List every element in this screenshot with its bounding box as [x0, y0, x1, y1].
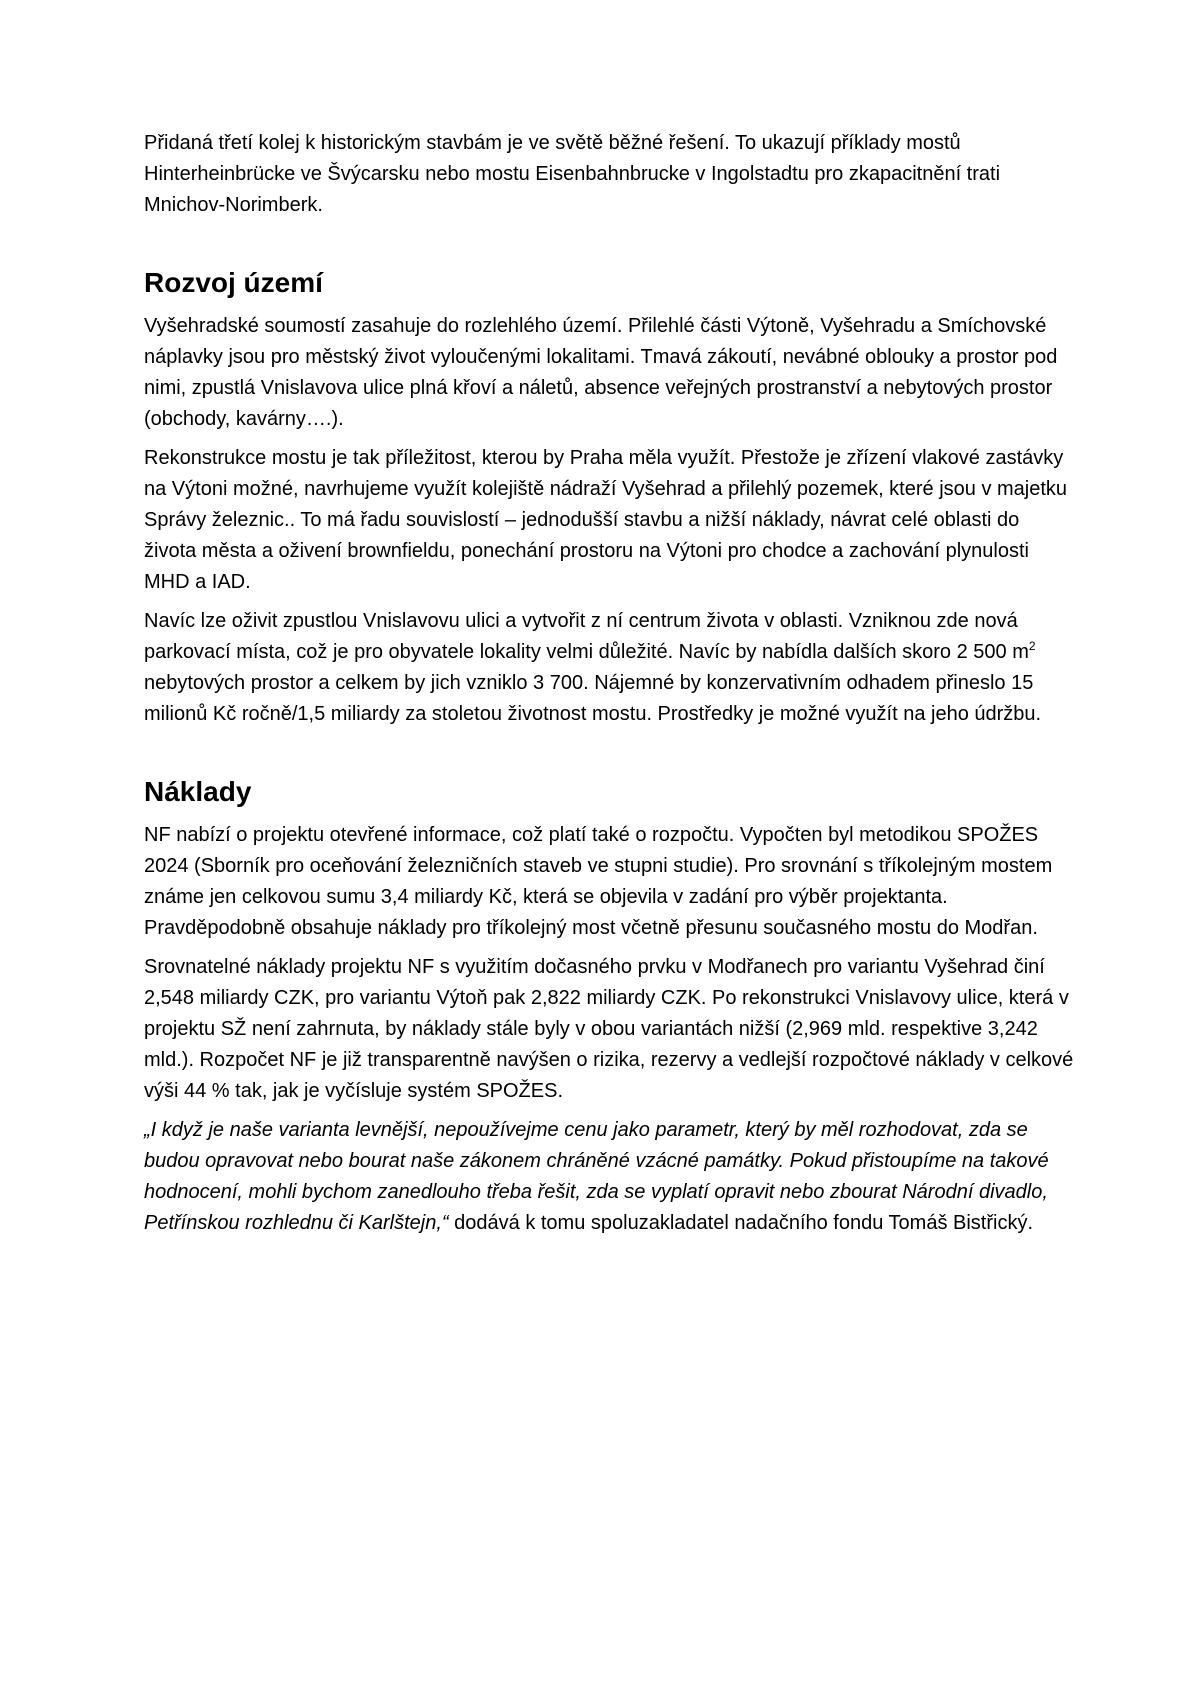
document-page — [144, 128, 1074, 1239]
rozvoj-paragraph-3-part-b: nebytových prostor a celkem by jich vzniklo 3 700. Nájemné by konzervativním odhadem přineslo 15 milionů Kč ročně/1,5 miliardy za stoletou životnost mostu. Prostředky je možné využít na jeho údržbu. — [144, 672, 1042, 725]
rozvoj-paragraph-2: Rekonstrukce mostu je tak příležitost, kterou by Praha měla využít. Přestože je zřízení vlakové zastávky na Výtoni možné, navrhujeme využít kolejiště nádraží Vyšehrad a přilehlý pozemek, které jsou v majetku Správy železnic.. To má řadu souvislostí – jednodušší stavbu a nižší náklady, návrat celé oblasti do života města a oživení brownfieldu, ponechání prostoru na Výtoni pro chodce a zachování plynulosti MHD a IAD. — [144, 447, 1068, 593]
naklady-paragraph-1: NF nabízí o projektu otevřené informace, což platí také o rozpočtu. Vypočten byl metodikou SPOŽES 2024 (Sborník pro oceňování železničních staveb ve stupni studie). Pro srovnání s tříkolejným mostem známe jen celkovou sumu 3,4 miliardy Kč, která se objevila v zadání pro výběr projektanta. Pravděpodobně obsahuje náklady pro tříkolejný most včetně přesunu současného mostu do Modřan. — [144, 824, 1053, 939]
rozvoj-paragraph-3-part-a: Navíc lze oživit zpustlou Vnislavovu ulici a vytvořit z ní centrum života v oblasti. Vzniknou zde nová parkovací místa, což je pro obyvatele lokality velmi důležité. Navíc by nabídla dalších skoro 2 500 m — [144, 610, 1029, 663]
intro-paragraph: Přidaná třetí kolej k historickým stavbám je ve světě běžné řešení. To ukazují příklady mostů Hinterheinbrücke ve Švýcarsku nebo mostu Eisenbahnbrucke v Ingolstadtu pro zkapacitnění trati Mnichov-Norimberk. — [144, 132, 1001, 216]
naklady-paragraph-2: Srovnatelné náklady projektu NF s využitím dočasného prvku v Modřanech pro variantu Vyšehrad činí 2,548 miliardy CZK, pro variantu Výtoň pak 2,822 miliardy CZK. Po rekonstrukci Vnislavovy ulice, která v projektu SŽ není zahrnuta, by náklady stále byly v obou variantách nižší (2,969 mld. respektive 3,242 mld.). Rozpočet NF je již transparentně navýšen o rizika, rezervy a vedlejší rozpočtové náklady v celkové výši 44 % tak, jak je vyčísluje systém SPOŽES. — [144, 956, 1074, 1102]
quote-text: „I když je naše varianta levnější, nepoužívejme cenu jako parametr, který by měl rozhodovat, zda se budou opravovat nebo bourat naše zákonem chráněné vzácné památky. Pokud přistoupíme na takové hodnocení, mohli bychom zanedlouho třeba řešit, zda se vyplatí opravit nebo zbourat Národní divadlo, Petřínskou rozhlednu či Karlštejn,“ — [144, 1119, 1049, 1234]
superscript-squared: 2 — [1028, 639, 1036, 653]
quote-attribution: dodává k tomu spoluzakladatel nadačního fondu Tomáš Bistřický. — [448, 1212, 1034, 1234]
section-heading-rozvoj-uzemi: Rozvoj území — [144, 267, 323, 298]
section-heading-naklady: Náklady — [144, 776, 252, 807]
rozvoj-paragraph-3 — [144, 606, 1074, 730]
quote-paragraph — [144, 1115, 1074, 1239]
rozvoj-paragraph-1: Vyšehradské soumostí zasahuje do rozlehlého území. Přilehlé části Výtoně, Vyšehradu a Smíchovské náplavky jsou pro městský život vyloučenými lokalitami. Tmavá zákoutí, nevábné oblouky a prostor pod nimi, zpustlá Vnislavova ulice plná křoví a náletů, absence veřejných prostranství a nebytových prostor (obchody, kavárny….). — [144, 315, 1058, 430]
